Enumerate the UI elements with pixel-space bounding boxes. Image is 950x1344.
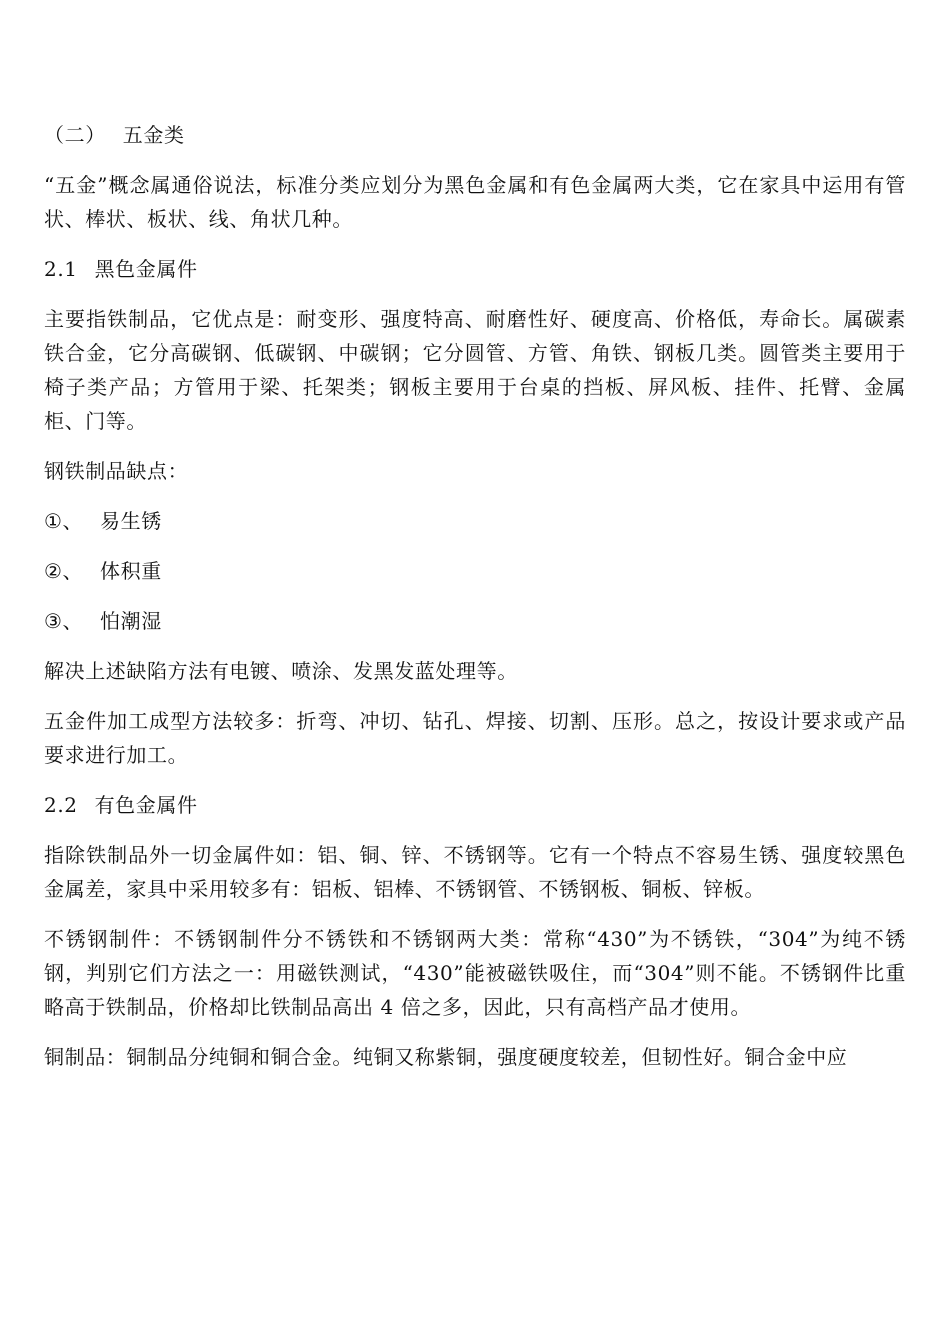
stainless-paragraph: 不锈钢制件：不锈钢制件分不锈铁和不锈钢两大类：常称“430”为不锈铁，“304”为纯不锈钢，判别它们方法之一：用磁铁测试，“430”能被磁铁吸住，而“304”则不能。不锈钢件比重略高于铁制品，价格却比铁制品高出 4 倍之多，因此，只有高档产品才使用。	[44, 927, 906, 1019]
subsection-title: 黑色金属件	[94, 257, 198, 281]
subsection-title: 有色金属件	[94, 793, 198, 817]
list-item-text: 怕潮湿	[100, 609, 162, 633]
list-item-text: 易生锈	[100, 509, 162, 533]
subsection-heading-ferrous	[44, 252, 906, 286]
section-heading	[44, 118, 906, 152]
subsection-number: 2.1	[44, 257, 78, 281]
copper-paragraph: 铜制品：铜制品分纯铜和铜合金。纯铜又称紫铜，强度硬度较差，但韧性好。铜合金中应	[44, 1045, 848, 1069]
defects-title: 钢铁制品缺点：	[44, 459, 189, 483]
section-number: （二）	[44, 123, 106, 147]
subsection-heading-nonferrous	[44, 788, 906, 822]
list-item	[44, 604, 906, 638]
list-marker: ②、	[44, 559, 84, 583]
processing-paragraph: 五金件加工成型方法较多：折弯、冲切、钻孔、焊接、切割、压形。总之，按设计要求或产品要求进行加工。	[44, 709, 906, 767]
list-item	[44, 554, 906, 588]
intro-paragraph: “五金”概念属通俗说法，标准分类应划分为黑色金属和有色金属两大类，它在家具中运用有管状、棒状、板状、线、角状几种。	[44, 173, 906, 231]
document-body	[44, 118, 906, 1090]
subsection-number: 2.2	[44, 793, 78, 817]
solution-paragraph: 解决上述缺陷方法有电镀、喷涂、发黑发蓝处理等。	[44, 659, 518, 683]
nonferrous-description: 指除铁制品外一切金属件如：铝、铜、锌、不锈钢等。它有一个特点不容易生锈、强度较黑色金属差，家具中采用较多有：铝板、铝棒、不锈钢管、不锈钢板、铜板、锌板。	[44, 843, 906, 901]
section-title: 五金类	[122, 123, 185, 147]
list-marker: ①、	[44, 509, 84, 533]
list-item-text: 体积重	[100, 559, 162, 583]
list-item	[44, 504, 906, 538]
list-marker: ③、	[44, 609, 84, 633]
ferrous-description: 主要指铁制品，它优点是：耐变形、强度特高、耐磨性好、硬度高、价格低，寿命长。属碳素铁合金，它分高碳钢、低碳钢、中碳钢；它分圆管、方管、角铁、钢板几类。圆管类主要用于椅子类产品；方管用于梁、托架类；钢板主要用于台桌的挡板、屏风板、挂件、托臂、金属柜、门等。	[44, 307, 906, 433]
